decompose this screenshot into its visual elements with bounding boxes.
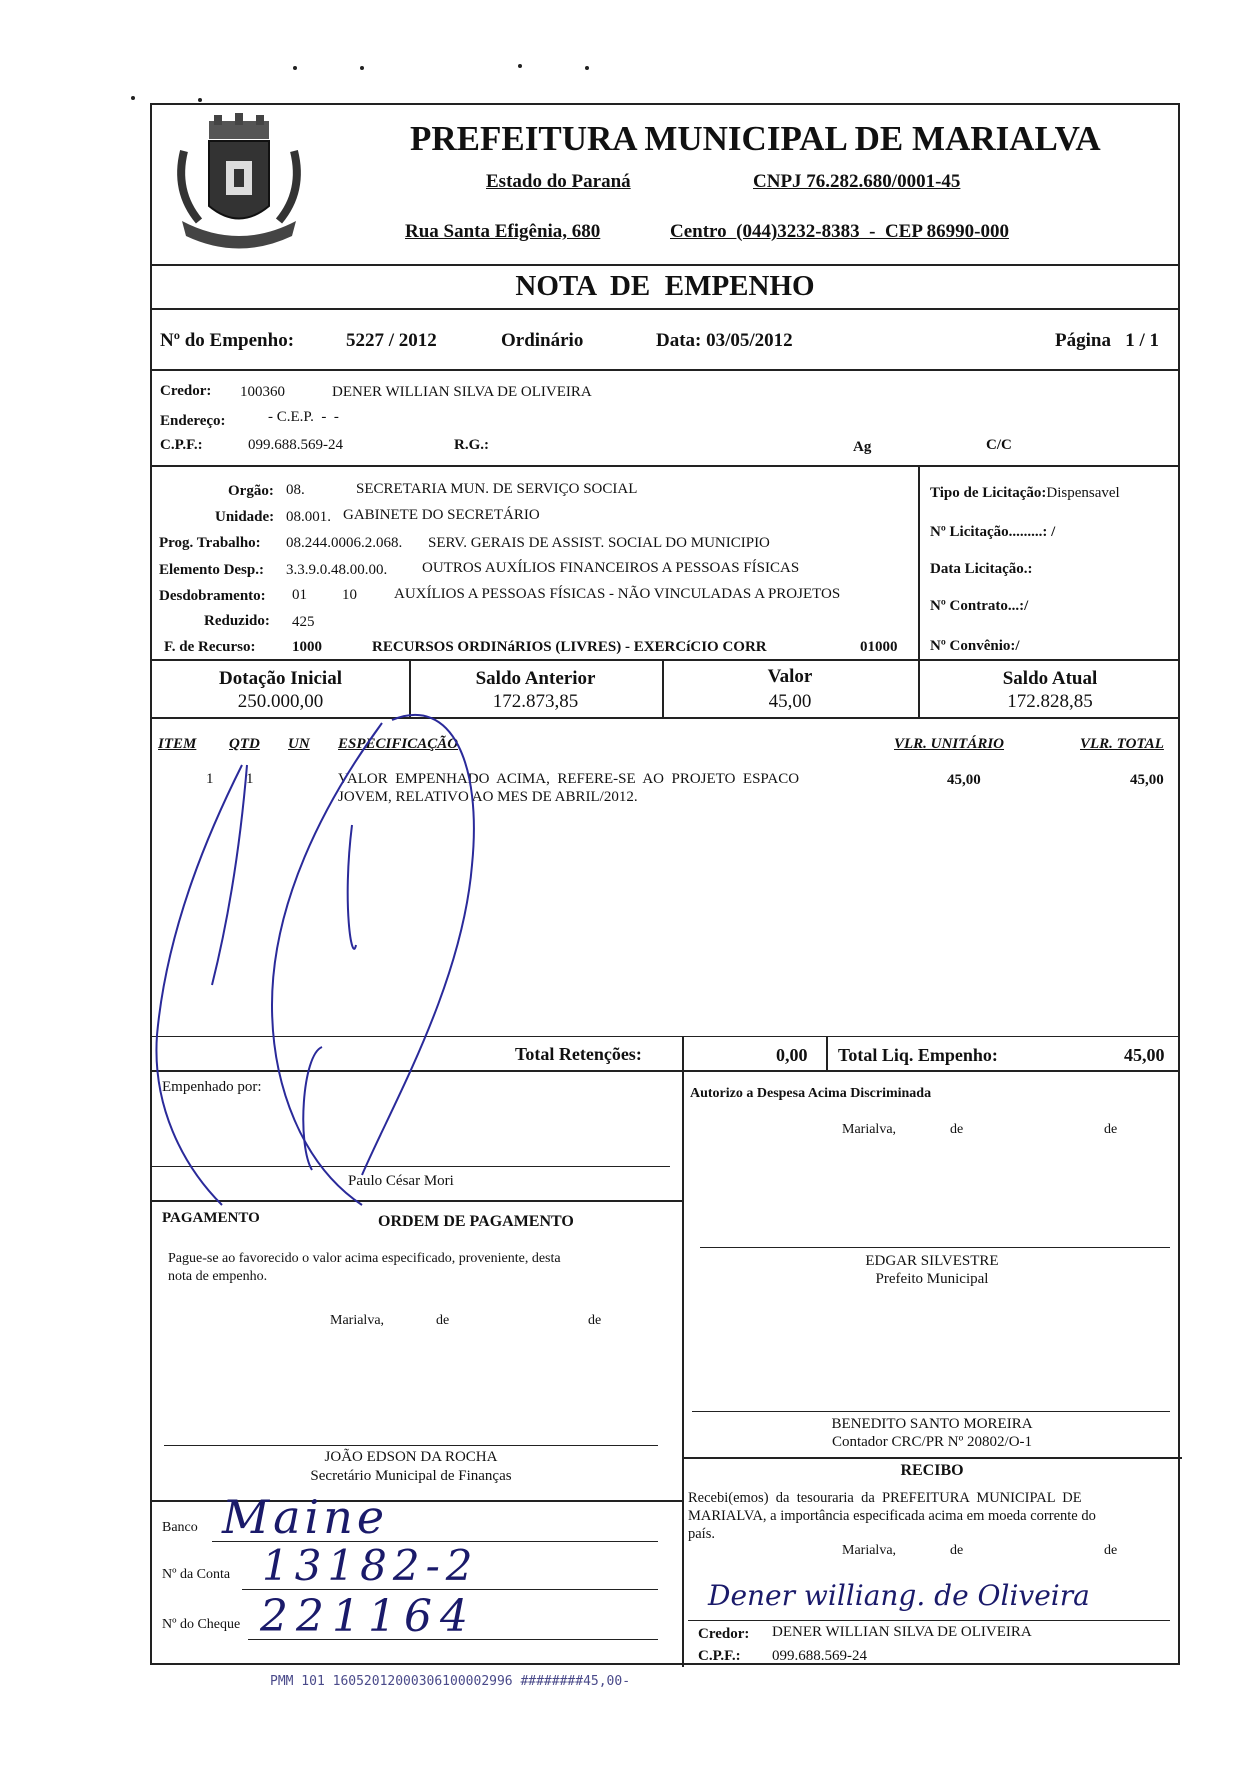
- conta-label: Nº da Conta: [162, 1567, 231, 1582]
- col-un: UN: [288, 736, 310, 752]
- accountant-role: Contador CRC/PR Nº 20802/O-1: [831, 1434, 1033, 1450]
- empenho-type: Ordinário: [501, 330, 584, 351]
- saldo-anterior-value: 172.873,85: [492, 691, 579, 712]
- cnpj-label: CNPJ 76.282.680/0001-45: [753, 171, 961, 192]
- recibo-cpf: 099.688.569-24: [772, 1648, 867, 1664]
- recibo-credor-name: DENER WILLIAN SILVA DE OLIVEIRA: [772, 1624, 1032, 1640]
- unidade-label: Unidade:: [215, 509, 275, 525]
- valor-label: Valor: [767, 666, 813, 687]
- banco-value-handwritten: Maine: [222, 1490, 389, 1544]
- row-unit-value: 45,00: [947, 772, 981, 788]
- desdobramento-code-2: 10: [342, 587, 357, 603]
- banco-label: Banco: [162, 1520, 198, 1535]
- convenio-number: Nº Convênio:/: [930, 638, 1020, 654]
- orgao-label: Orgão:: [228, 483, 274, 499]
- empenho-number: 5227 / 2012: [346, 330, 437, 351]
- desdobramento-code-1: 01: [292, 587, 307, 603]
- desdobramento-label: Desdobramento:: [159, 588, 266, 604]
- col-qtd: QTD: [229, 736, 260, 752]
- recurso-label: F. de Recurso:: [164, 639, 256, 655]
- reduzido-label: Reduzido:: [204, 613, 270, 629]
- recibo-text-line-2: MARIALVA, a importância especificada acima em moeda corrente do: [688, 1508, 1096, 1524]
- agency-label: Ag: [853, 439, 872, 455]
- recurso-number: 01000: [860, 639, 898, 655]
- row-item: 1: [206, 771, 214, 787]
- recurso-code: 1000: [292, 639, 322, 655]
- empenhado-label: Empenhado por:: [162, 1079, 262, 1095]
- page-number: Página 1 / 1: [1055, 330, 1159, 351]
- credor-code: 100360: [240, 384, 285, 400]
- pagamento-label: PAGAMENTO: [162, 1210, 260, 1226]
- accountant-name: BENEDITO SANTO MOREIRA: [831, 1416, 1033, 1432]
- ordem-pagamento-title: ORDEM DE PAGAMENTO: [378, 1213, 574, 1230]
- recibo-place: Marialva,: [842, 1543, 897, 1558]
- retencoes-value: 0,00: [776, 1045, 808, 1065]
- recibo-de-1: de: [950, 1543, 964, 1558]
- pagamento-place: Marialva,: [330, 1313, 385, 1328]
- doc-title: NOTA DE EMPENHO: [515, 270, 815, 302]
- col-total-value: VLR. TOTAL: [1080, 736, 1164, 752]
- recibo-text-line-3: país.: [688, 1526, 715, 1542]
- liquido-label: Total Liq. Empenho:: [838, 1045, 998, 1065]
- cheque-value-handwritten: 221164: [260, 1591, 476, 1642]
- autorizo-de-2: de: [1104, 1122, 1118, 1137]
- scan-speck: [198, 98, 202, 102]
- autorizo-place: Marialva,: [842, 1122, 897, 1137]
- licitacao-type-caption: Tipo de Licitação:: [930, 485, 1047, 501]
- dotacao-value: 250.000,00: [237, 691, 324, 712]
- row-especificacao-line-2: JOVEM, RELATIVO AO MES DE ABRIL/2012.: [338, 789, 638, 805]
- elemento-label: Elemento Desp.:: [159, 562, 264, 578]
- row-especificacao-line-1: VALOR EMPENHADO ACIMA, REFERE-SE AO PROJETO ESPACO: [338, 771, 800, 787]
- col-unit-value: VLR. UNITÁRIO: [894, 736, 1005, 752]
- scan-speck: [293, 66, 297, 70]
- licitacao-date: Data Licitação.:: [930, 561, 1033, 577]
- mayor-role: Prefeito Municipal: [875, 1271, 989, 1287]
- state-label: Estado do Paraná: [486, 171, 631, 192]
- dotacao-label: Dotação Inicial: [219, 668, 342, 689]
- recibo-cpf-label: C.P.F.:: [698, 1648, 741, 1664]
- pagamento-text-line-1: Pague-se ao favorecido o valor acima especificado, proveniente, desta: [168, 1251, 561, 1266]
- mayor-name: EDGAR SILVESTRE: [865, 1253, 999, 1269]
- empenho-number-label: Nº do Empenho:: [160, 330, 295, 351]
- conta-value-handwritten: 13182-2: [262, 1541, 479, 1590]
- reduzido-value: 425: [292, 614, 315, 630]
- scan-speck: [585, 66, 589, 70]
- footer-code: PMM 101 16052012000306100002996 ########45,00-: [270, 1674, 631, 1689]
- pagamento-text-line-2: nota de empenho.: [168, 1269, 268, 1284]
- unidade-name: GABINETE DO SECRETÁRIO: [343, 507, 540, 523]
- cpf-label: C.P.F.:: [160, 437, 203, 453]
- col-item: ITEM: [158, 736, 197, 752]
- pagamento-de-2: de: [588, 1313, 602, 1328]
- rg-label: R.G.:: [454, 437, 489, 453]
- elemento-name: OUTROS AUXÍLIOS FINANCEIROS A PESSOAS FÍSICAS: [422, 560, 800, 576]
- secretary-role: Secretário Municipal de Finanças: [310, 1468, 512, 1484]
- recurso-name: RECURSOS ORDINáRIOS (LIVRES) - EXERCíCIO CORR: [372, 639, 767, 655]
- address-label: Rua Santa Efigênia, 680: [405, 221, 601, 242]
- licitacao-number: Nº Licitação.........: /: [930, 524, 1056, 540]
- municipality-title: PREFEITURA MUNICIPAL DE MARIALVA: [410, 119, 1101, 158]
- district-phone-cep: Centro (044)3232-8383 - CEP 86990-000: [670, 221, 1009, 242]
- credor-address: - C.E.P. - -: [268, 409, 339, 425]
- pagamento-de-1: de: [436, 1313, 450, 1328]
- autorizo-de-1: de: [950, 1122, 964, 1137]
- unidade-code: 08.001.: [286, 509, 331, 525]
- cheque-label: Nº do Cheque: [162, 1617, 241, 1632]
- retencoes-label: Total Retenções:: [515, 1044, 642, 1064]
- account-label: C/C: [986, 437, 1012, 453]
- recibo-signature-handwritten: Dener williang. de Oliveira: [708, 1579, 1090, 1612]
- saldo-anterior-label: Saldo Anterior: [475, 668, 596, 689]
- empenhado-name: Paulo César Mori: [348, 1173, 454, 1189]
- scan-speck: [518, 64, 522, 68]
- licitacao-type-value: Dispensavel: [1046, 485, 1120, 501]
- row-qtd: 1: [246, 771, 254, 787]
- elemento-code: 3.3.9.0.48.00.00.: [286, 562, 388, 578]
- credor-cpf: 099.688.569-24: [248, 437, 343, 453]
- liquido-value: 45,00: [1124, 1045, 1165, 1065]
- row-total-value: 45,00: [1130, 772, 1164, 788]
- empenho-date: Data: 03/05/2012: [656, 330, 793, 351]
- scan-speck: [131, 96, 135, 100]
- saldo-atual-value: 172.828,85: [1007, 691, 1093, 712]
- contract-number: Nº Contrato...:/: [930, 598, 1029, 614]
- prog-label: Prog. Trabalho:: [159, 535, 261, 551]
- recibo-de-2: de: [1104, 1543, 1118, 1558]
- prog-name: SERV. GERAIS DE ASSIST. SOCIAL DO MUNICIPIO: [428, 535, 770, 551]
- recibo-credor-label: Credor:: [698, 1626, 750, 1642]
- scan-speck: [360, 66, 364, 70]
- autorizo-title: Autorizo a Despesa Acima Discriminada: [690, 1086, 932, 1101]
- handwritten-pen-marks: [152, 105, 1182, 1667]
- prog-code: 08.244.0006.2.068.: [286, 535, 403, 551]
- credor-name: DENER WILLIAN SILVA DE OLIVEIRA: [332, 384, 592, 400]
- recibo-title: RECIBO: [900, 1462, 964, 1479]
- nota-de-empenho-form: [150, 103, 1180, 1665]
- saldo-atual-label: Saldo Atual: [1002, 668, 1098, 689]
- valor-value: 45,00: [768, 691, 812, 712]
- desdobramento-name: AUXÍLIOS A PESSOAS FÍSICAS - NÃO VINCULADAS A PROJETOS: [394, 586, 841, 602]
- orgao-name: SECRETARIA MUN. DE SERVIÇO SOCIAL: [356, 481, 638, 497]
- col-especificacao: ESPECIFICAÇÃO: [338, 736, 459, 752]
- secretary-name: JOÃO EDSON DA ROCHA: [324, 1449, 498, 1465]
- address-label: Endereço:: [160, 413, 226, 429]
- credor-label: Credor:: [160, 383, 212, 399]
- orgao-code: 08.: [286, 482, 305, 498]
- recibo-text-line-1: Recebi(emos) da tesouraria da PREFEITURA MUNICIPAL DE: [688, 1490, 1082, 1506]
